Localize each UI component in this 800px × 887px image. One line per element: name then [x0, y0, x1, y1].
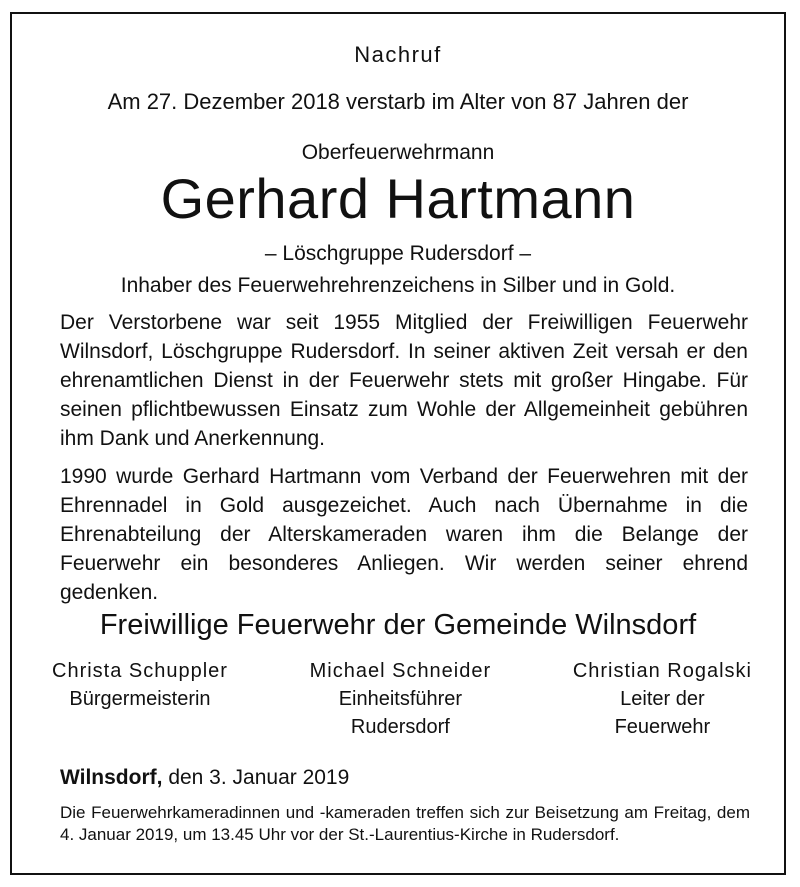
place-name: Wilnsdorf,	[60, 766, 163, 789]
signers-row	[52, 657, 752, 741]
paragraph-membership: Der Verstorbene war seit 1955 Mitglied der Freiwilligen Feuerwehr Wilnsdorf, Löschgruppe Rudersdorf. In seiner aktiven Zeit versah er den ehrenamtlichen Dienst in der Feuerwehr stets mit großer Hingabe. Für seinen pflichtbewussen Einsatz zum Wohle der Allgemeinheit gebühren ihm Dank und Anerkennung.	[60, 311, 748, 450]
signer-name: Christian Rogalski	[572, 660, 752, 682]
intro-line: Am 27. Dezember 2018 verstarb im Alter von 87 Jahren der	[107, 89, 689, 114]
signer-name: Christa Schuppler	[52, 660, 228, 682]
date-text: den 3. Januar 2019	[168, 766, 350, 789]
paragraph-award: 1990 wurde Gerhard Hartmann vom Verband der Feuerwehren mit der Ehrennadel in Gold ausgezeichet. Auch nach Übernahme in die Ehrenabteilung der Alterskameraden waren ihm die Belange der Feuerwehr ein besonderes Anliegen. Wir werden seiner ehrend gedenken.	[60, 465, 748, 604]
signer-mayor	[52, 657, 228, 741]
obituary-heading: Nachruf	[354, 42, 442, 67]
signer-fire-chief	[573, 657, 752, 741]
signer-role-line2: Rudersdorf	[350, 716, 450, 738]
organization-name: Freiwillige Feuerwehr der Gemeinde Wilnsdorf	[99, 609, 697, 641]
obituary-frame	[10, 12, 786, 875]
signer-role: Bürgermeisterin	[69, 688, 211, 710]
deceased-name: Gerhard Hartmann	[160, 167, 636, 230]
signer-unit-leader	[310, 657, 492, 741]
funeral-note: Die Feuerwehrkameradinnen und -kameraden treffen sich zur Beisetzung am Freitag, dem 4. Januar 2019, um 13.45 Uhr vor der St.-Laurentius-Kirche in Rudersdorf.	[60, 803, 750, 844]
place-date-line	[60, 766, 349, 790]
fire-group: – Löschgruppe Rudersdorf –	[264, 242, 532, 265]
rank-title: Oberfeuerwehrmann	[301, 141, 495, 164]
signer-name: Michael Schneider	[309, 660, 492, 682]
signer-role-line2: Feuerwehr	[614, 716, 711, 738]
honor-line: Inhaber des Feuerwehrehrenzeichens in Silber und in Gold.	[120, 274, 676, 297]
signer-role: Einheitsführer	[338, 688, 463, 710]
signer-role: Leiter der	[620, 688, 705, 710]
